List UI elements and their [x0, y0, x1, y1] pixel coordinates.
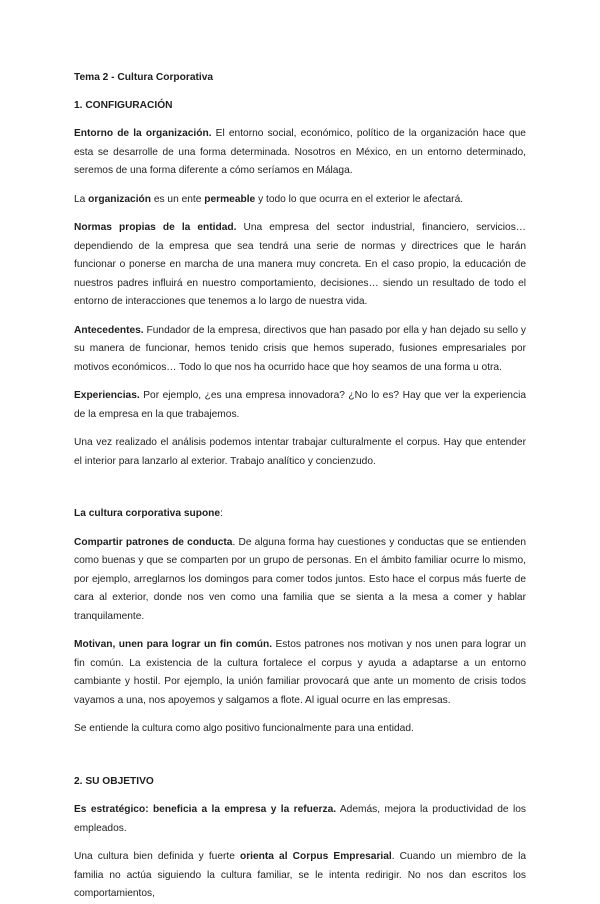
bold-term: Experiencias.	[74, 390, 140, 401]
paragraph-antecedentes	[74, 322, 526, 378]
bold-term: Es estratégico: beneficia a la empresa y la refuerza.	[74, 804, 337, 815]
bold-term: permeable	[204, 193, 256, 205]
paragraph-text: es un ente	[151, 193, 205, 205]
bold-term: Entorno de la organización.	[74, 128, 212, 139]
bold-term: Compartir patrones de conducta	[74, 536, 233, 548]
section-heading-configuracion: 1. CONFIGURACIÓN	[74, 99, 173, 111]
paragraph-text: Además, mejora la productividad de los empleados.	[74, 804, 526, 834]
paragraph-text: Fundador de la empresa, directivos que han pasado por ella y han dejado su sello y su manera de funcionar, hemos tenido crisis que hemos superado, fusiones empresariales por motivos económicos… Todo lo que nos ha ocurrido hace que hoy seamos de una forma u otra.	[74, 324, 526, 373]
paragraph-text: La	[74, 193, 89, 205]
paragraph-text: El entorno social, económico, político de la organización hace que esta se desarrolle de una forma determinada. Nosotros en México, en un entorno determinado, seremos de una forma diferente a cómo seríamos en Málaga.	[74, 128, 526, 176]
paragraph-text: . De alguna forma hay cuestiones y conductas que se entienden como buenas y que se comparten por un grupo de personas. En el ámbito familiar ocurre lo mismo, por ejemplo, arreglarnos los domingos para comer todos juntos. Esto hace el corpus más fuerte de cara al exterior, donde nos ven como una familia que se sienta a la mesa a comer y hablar tranquilamente.	[74, 536, 527, 622]
paragraph-text: :	[220, 508, 223, 519]
bold-term: Antecedentes.	[74, 324, 144, 336]
paragraph-experiencias	[74, 387, 526, 424]
paragraph-text: Una cultura bien definida y fuerte	[74, 851, 240, 862]
paragraph-text: Estos patrones nos motivan y nos unen para lograr un fin común. La existencia de la cultura fortalece el corpus y ayuda a adaptarse a un entorno cambiante y hostil. Por ejemplo, la unión familiar provocará que ante un momento de crisis todos vayamos a una, nos apoyemos y salgamos a flote. Al igual ocurre en las empresas.	[74, 639, 526, 706]
bold-term: Motivan, unen para lograr un fin común.	[74, 639, 273, 650]
paragraph-text: y todo lo que ocurra en el exterior le afectará.	[255, 193, 464, 205]
bold-term: organización	[88, 193, 152, 205]
paragraph-cultura-positivo: Se entiende la cultura como algo positivo funcionalmente para una entidad.	[74, 723, 414, 734]
paragraph-motivan	[74, 636, 526, 710]
paragraph-compartir	[74, 534, 526, 627]
paragraph-cultura-intro	[74, 505, 526, 524]
paragraph-text: . Cuando un miembro de la familia no actúa siguiendo la cultura familiar, se le intenta redirigir. No nos dan escritos los comportamientos,	[74, 851, 526, 899]
bold-term: orienta al Corpus Empresarial	[239, 851, 392, 862]
paragraph-organizacion	[74, 191, 526, 210]
section-heading-objetivo: 2. SU OBJETIVO	[74, 775, 154, 787]
bold-term: La cultura corporativa supone	[74, 508, 221, 519]
paragraph-text: Una empresa del sector industrial, financiero, servicios… dependiendo de la empresa que sea tendrá una serie de normas y directrices que le harán funcionar o ponerse en marcha de una manera muy concreta. En el caso propio, la educación de nuestros padres influirá en nuestro comportamiento, decisiones… siendo un resultado de todo el entorno de interacciones que tenemos a lo largo de nuestra vida.	[74, 222, 526, 307]
paragraph-estrategico	[74, 801, 526, 838]
document-title: Tema 2 - Cultura Corporativa	[74, 72, 214, 83]
paragraph-text: Por ejemplo, ¿es una empresa innovadora? ¿No lo es? Hay que ver la experiencia de la empresa en la que trabajemos.	[74, 390, 526, 420]
paragraph-analisis: Una vez realizado el análisis podemos intentar trabajar culturalmente el corpus. Hay que entender el interior para lanzarlo al exterior. Trabajo analítico y concienzudo.	[74, 437, 526, 467]
document-body	[74, 69, 526, 904]
paragraph-normas	[74, 219, 526, 312]
paragraph-cultura-definida	[74, 848, 526, 904]
bold-term: Normas propias de la entidad.	[74, 222, 237, 233]
paragraph-entorno	[74, 125, 526, 181]
